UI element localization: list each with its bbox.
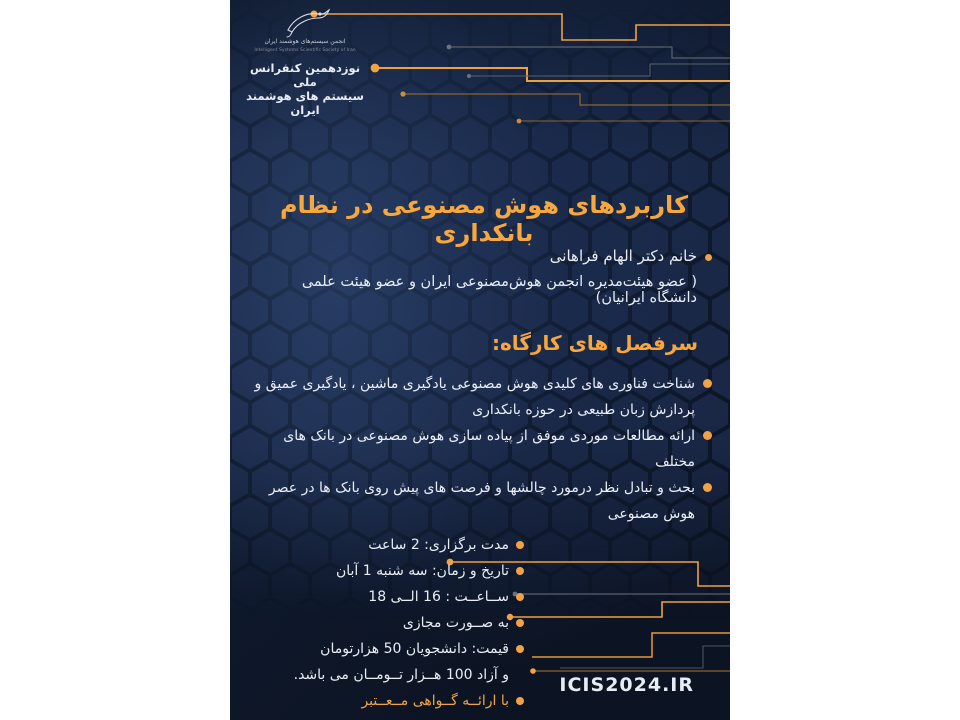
- topic-item: شناخت فناوری های کلیدی هوش مصنوعی یادگیری ماشین ، یادگیری عمیق و پردازش زبان طبیعی در حوزه بانکداری: [250, 371, 712, 423]
- society-logo-icon: [274, 8, 336, 38]
- workshop-poster: [230, 0, 730, 720]
- society-name-en: Intelligent Systems Scientific Society of Iran: [254, 47, 356, 53]
- detail-certificate: با ارائــه گــواهی مــعــتبر: [252, 691, 524, 711]
- society-name-fa: انجمن سیستم‌های هوشمند ایران: [264, 38, 346, 45]
- topics-header: سرفصل های کارگاه:: [492, 331, 698, 355]
- topics-list: [250, 371, 712, 527]
- conference-name: [242, 61, 368, 117]
- detail-price: قیمت: دانشجویان 50 هزارتومان: [252, 639, 524, 659]
- speaker-block: [250, 247, 712, 306]
- detail-date: تاریخ و زمان: سه شنبه 1 آبان: [252, 561, 524, 581]
- conference-name-line2: سیستم های هوشمند ایران: [246, 89, 364, 117]
- website-url[interactable]: ICIS2024.IR: [559, 674, 694, 696]
- conference-logo-block: [242, 8, 368, 117]
- conference-name-line1: نوزدهمین کنفرانس ملی: [249, 61, 361, 89]
- detail-price-continued: و آزاد 100 هــزار تــومــان می باشد.: [293, 667, 509, 683]
- detail-duration: مدت برگزاری: 2 ساعت: [252, 535, 524, 555]
- detail-format: به صــورت مجازی: [252, 613, 524, 633]
- event-details-list: [252, 535, 524, 717]
- topic-item: بحث و تبادل نظر درمورد چالشها و فرصت های پیش روی بانک ها در عصر هوش مصنوعی: [250, 475, 712, 527]
- detail-time: ســاعــت : 16 الــی 18: [252, 587, 524, 607]
- speaker-affiliation: ( عضو هیئت‌مدیره انجمن هوش‌مصنوعی ایران و عضو هیئت علمی دانشگاه ایرانیان): [301, 274, 697, 306]
- topic-item: ارائه مطالعات موردی موفق از پیاده سازی هوش مصنوعی در بانک های مختلف: [250, 423, 712, 475]
- workshop-title: کاربردهای هوش مصنوعی در نظام بانکداری: [279, 191, 689, 247]
- speaker-name: خانم دکتر الهام فراهانی: [250, 247, 712, 265]
